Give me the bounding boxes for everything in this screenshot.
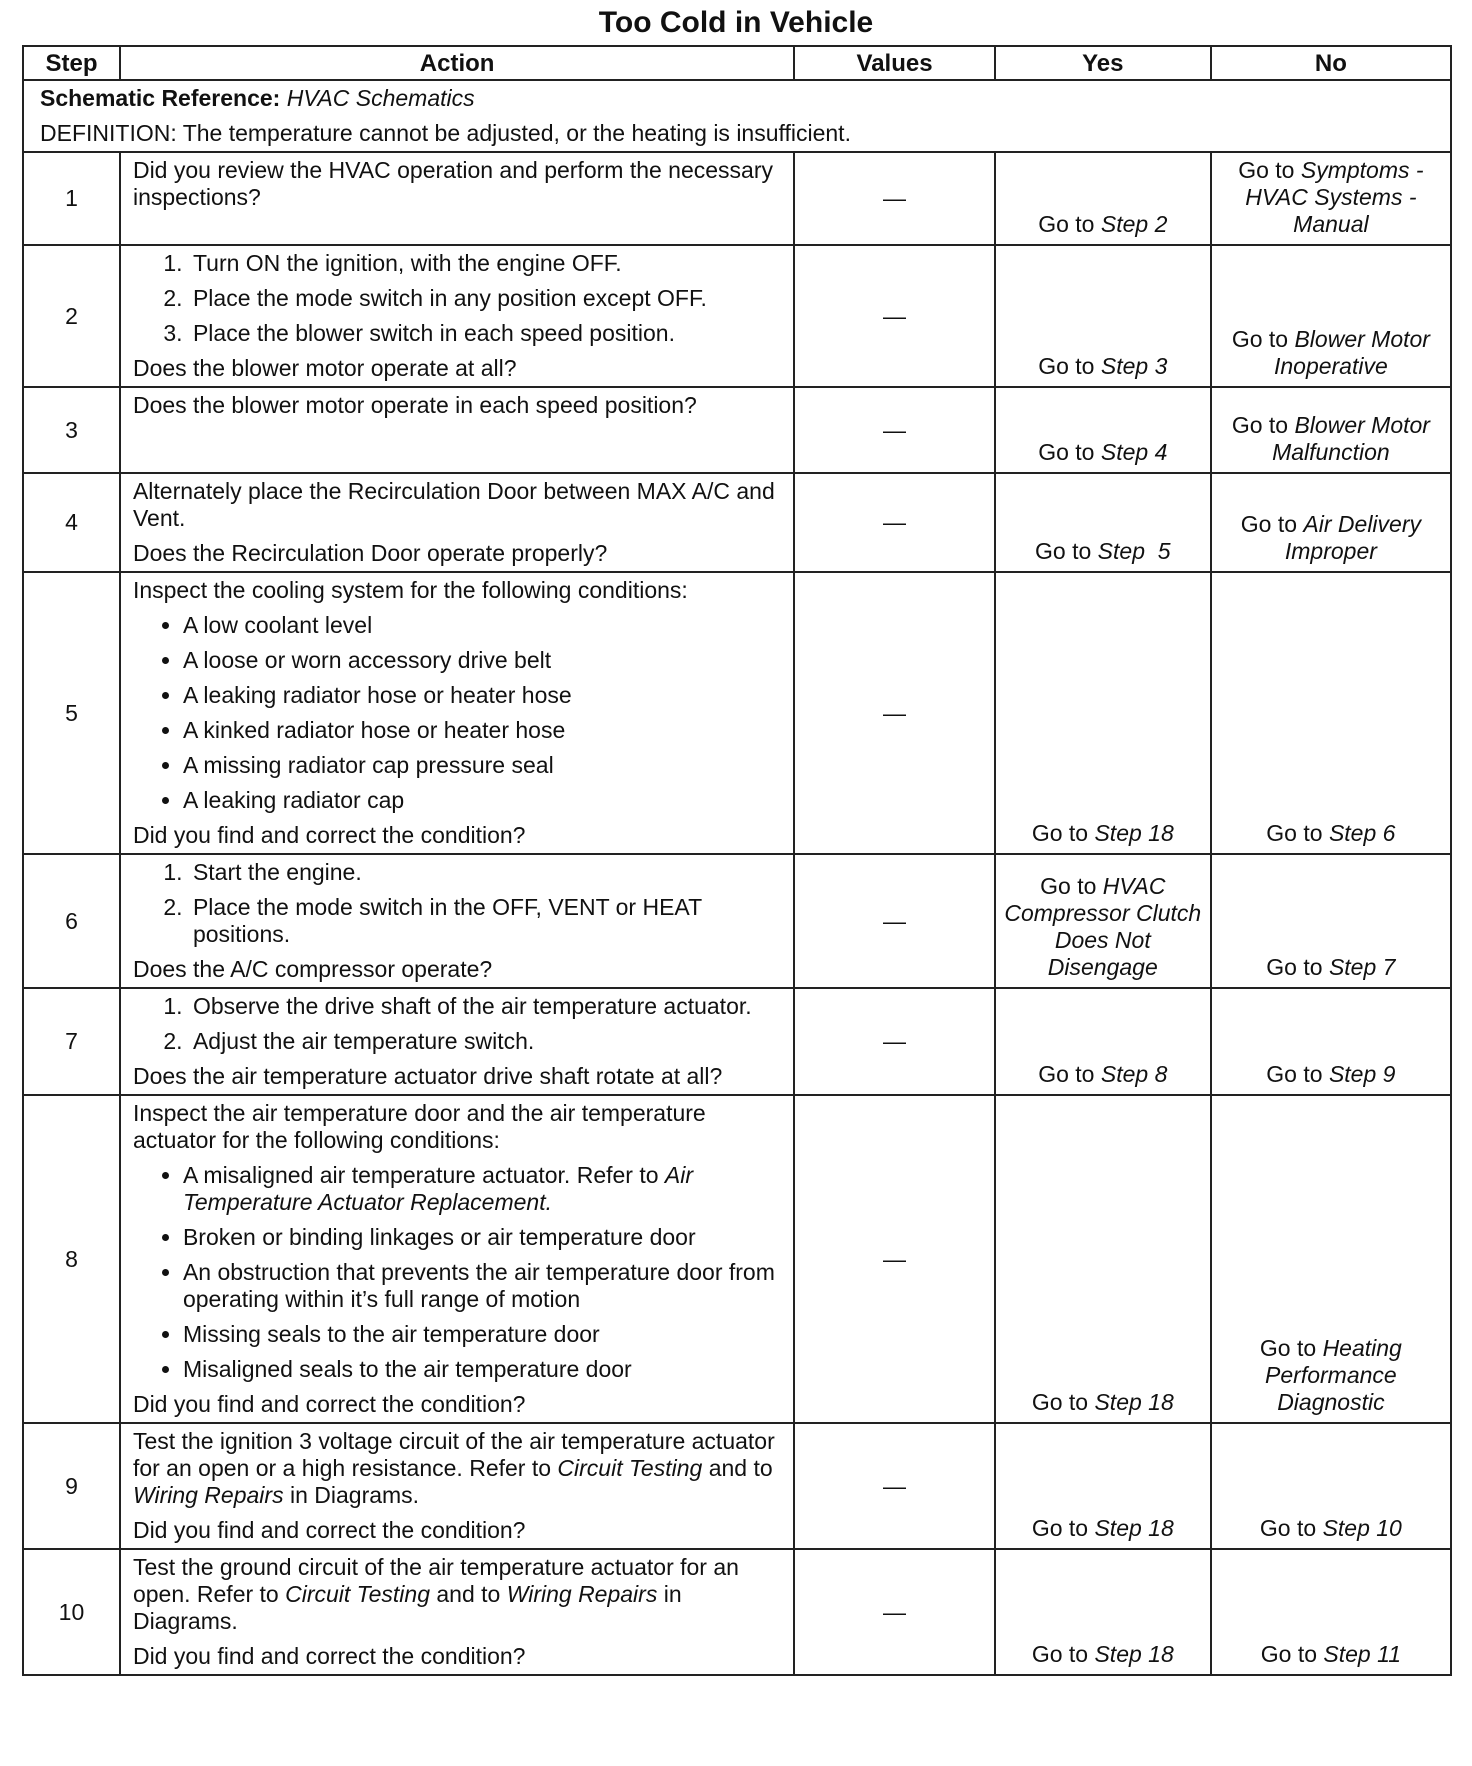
step-number: 6 (23, 854, 120, 988)
page-title: Too Cold in Vehicle (598, 6, 874, 39)
values-cell: — (794, 988, 995, 1095)
goto-label: Go to (1231, 326, 1289, 352)
list-item: • A kinked radiator hose or heater hose (183, 717, 783, 744)
step-number: 4 (23, 473, 120, 572)
reference-link: Circuit Testing (557, 1455, 703, 1481)
goto-label: Go to (1038, 211, 1095, 237)
yes-target: Step 8 (1100, 1061, 1168, 1087)
step-number: 1 (23, 152, 120, 245)
goto-label: Go to (1035, 538, 1092, 564)
numbered-list (133, 859, 783, 948)
values-cell: — (794, 572, 995, 854)
action-cell (120, 387, 794, 473)
goto-label: Go to (1231, 412, 1289, 438)
step-number: 7 (23, 988, 120, 1095)
reference-row (23, 80, 1451, 152)
table-row (23, 1549, 1451, 1675)
yes-cell (995, 1095, 1211, 1423)
yes-cell (995, 854, 1211, 988)
list-item: • An obstruction that prevents the air temperature door from operating within it’s full range of motion (183, 1259, 783, 1313)
yes-target: Step 18 (1094, 1389, 1174, 1415)
table-row (23, 988, 1451, 1095)
action-cell (120, 245, 794, 387)
action-cell (120, 1095, 794, 1423)
question: Did you find and correct the condition? (132, 1517, 526, 1543)
action-cell (120, 152, 794, 245)
action-cell (120, 854, 794, 988)
list-item: 1. Observe the drive shaft of the air temperature actuator. (189, 993, 783, 1020)
question: Does the blower motor operate at all? (132, 355, 517, 381)
no-target: Step 11 (1323, 1641, 1401, 1667)
table-row (23, 245, 1451, 387)
goto-label: Go to (1031, 820, 1089, 846)
question: Does the A/C compressor operate? (132, 956, 493, 982)
table-row (23, 854, 1451, 988)
goto-label: Go to (1259, 1335, 1317, 1361)
goto-label: Go to (1259, 1515, 1317, 1541)
list-item: • Misaligned seals to the air temperature door (183, 1356, 783, 1383)
no-target: Step 10 (1322, 1515, 1402, 1541)
yes-target: Step 5 (1097, 538, 1171, 564)
yes-target: Step 18 (1094, 820, 1174, 846)
no-cell (1211, 387, 1451, 473)
list-item: • A leaking radiator cap (183, 787, 783, 814)
instruction-part: and to (436, 1581, 501, 1607)
bullet-list (133, 1162, 783, 1383)
header-values: Values (794, 46, 995, 80)
yes-target: Step 4 (1100, 439, 1168, 465)
question: Does the Recirculation Door operate properly? (132, 540, 608, 566)
list-item: • A low coolant level (183, 612, 783, 639)
yes-target: Step 2 (1100, 211, 1168, 237)
table-row (23, 1095, 1451, 1423)
values-cell: — (794, 1423, 995, 1549)
values-cell: — (794, 152, 995, 245)
question: Did you review the HVAC operation and perform the necessary inspections? (132, 157, 774, 210)
no-cell (1211, 245, 1451, 387)
no-cell (1211, 473, 1451, 572)
yes-target: HVAC Compressor Clutch Does Not Disengage (1004, 873, 1202, 980)
instruction-part: Test the ground circuit of the air temperature actuator for an open. Refer to (132, 1554, 739, 1607)
yes-cell (995, 152, 1211, 245)
yes-cell (995, 387, 1211, 473)
values-cell: — (794, 245, 995, 387)
table-row (23, 572, 1451, 854)
no-cell (1211, 572, 1451, 854)
goto-label: Go to (1238, 157, 1295, 183)
question: Did you find and correct the condition? (132, 822, 526, 848)
yes-cell (995, 1549, 1211, 1675)
list-item: 2. Adjust the air temperature switch. (189, 1028, 783, 1055)
reference-cell (23, 80, 1451, 152)
no-target: Step 7 (1328, 954, 1396, 980)
no-target: Step 6 (1328, 820, 1396, 846)
header-step: Step (23, 46, 120, 80)
goto-label: Go to (1260, 1641, 1318, 1667)
reference-link: Wiring Repairs (506, 1581, 658, 1607)
instruction-part: and to (708, 1455, 773, 1481)
values-cell: — (794, 387, 995, 473)
no-cell (1211, 854, 1451, 988)
goto-label: Go to (1038, 439, 1095, 465)
table-row (23, 473, 1451, 572)
numbered-list (133, 250, 783, 347)
instruction-text (133, 1428, 783, 1509)
schematic-reference-value: HVAC Schematics (286, 85, 475, 111)
goto-label: Go to (1031, 1515, 1089, 1541)
yes-cell (995, 1423, 1211, 1549)
list-item-text: A misaligned air temperature actuator. Refer to (182, 1162, 659, 1188)
yes-cell (995, 988, 1211, 1095)
values-cell: — (794, 854, 995, 988)
intro-text: Inspect the air temperature door and the air temperature actuator for the following conditions: (132, 1100, 706, 1153)
goto-label: Go to (1240, 511, 1298, 537)
values-cell: — (794, 473, 995, 572)
intro-text: Alternately place the Recirculation Door between MAX A/C and Vent. (132, 478, 775, 531)
goto-label: Go to (1038, 353, 1095, 379)
question: Did you find and correct the condition? (132, 1391, 526, 1417)
reference-link: Circuit Testing (285, 1581, 430, 1607)
yes-cell (995, 572, 1211, 854)
step-number: 3 (23, 387, 120, 473)
header-no: No (1211, 46, 1451, 80)
action-cell (120, 1549, 794, 1675)
list-item: 1. Turn ON the ignition, with the engine OFF. (189, 250, 783, 277)
yes-cell (995, 473, 1211, 572)
question: Did you find and correct the condition? (132, 1643, 526, 1669)
goto-label: Go to (1031, 1389, 1089, 1415)
list-item: 1. Start the engine. (189, 859, 783, 886)
yes-cell (995, 245, 1211, 387)
reference-link: Air Temperature Actuator Replacement. (182, 1162, 694, 1215)
yes-target: Step 18 (1094, 1515, 1174, 1541)
schematic-reference-label: Schematic Reference: (40, 85, 281, 111)
step-number: 9 (23, 1423, 120, 1549)
list-item (183, 1162, 783, 1216)
no-target: Step 9 (1328, 1061, 1396, 1087)
values-cell: — (794, 1095, 995, 1423)
action-cell (120, 988, 794, 1095)
action-cell (120, 473, 794, 572)
goto-label: Go to (1266, 1061, 1323, 1087)
no-cell (1211, 988, 1451, 1095)
yes-target: Step 3 (1100, 353, 1168, 379)
diagnostic-table (22, 45, 1452, 1676)
instruction-part: Test the ignition 3 voltage circuit of the air temperature actuator for an open or a high resistance. Refer to (132, 1428, 775, 1481)
bullet-list (133, 612, 783, 814)
step-number: 5 (23, 572, 120, 854)
no-cell (1211, 1549, 1451, 1675)
action-cell (120, 572, 794, 854)
goto-label: Go to (1038, 1061, 1095, 1087)
no-target: Blower Motor Inoperative (1273, 326, 1430, 379)
question: Does the air temperature actuator drive shaft rotate at all? (132, 1063, 723, 1089)
instruction-text (133, 1554, 783, 1635)
table-row (23, 387, 1451, 473)
goto-label: Go to (1266, 954, 1323, 980)
table-row (23, 152, 1451, 245)
table-row (23, 1423, 1451, 1549)
numbered-list (133, 993, 783, 1055)
goto-label: Go to (1266, 820, 1323, 846)
no-target: Heating Performance Diagnostic (1265, 1335, 1402, 1415)
list-item: 3. Place the blower switch in each speed position. (189, 320, 783, 347)
action-cell (120, 1423, 794, 1549)
header-yes: Yes (995, 46, 1211, 80)
values-cell: — (794, 1549, 995, 1675)
no-target: Symptoms - HVAC Systems - Manual (1245, 157, 1424, 237)
list-item: • A leaking radiator hose or heater hose (183, 682, 783, 709)
reference-link: Wiring Repairs (132, 1482, 284, 1508)
no-cell (1211, 1423, 1451, 1549)
header-row (23, 46, 1451, 80)
step-number: 10 (23, 1549, 120, 1675)
instruction-part: in Diagrams. (289, 1482, 420, 1508)
step-number: 2 (23, 245, 120, 387)
step-number: 8 (23, 1095, 120, 1423)
no-target: Blower Motor Malfunction (1272, 412, 1430, 465)
list-item: • Missing seals to the air temperature door (183, 1321, 783, 1348)
list-item: 2. Place the mode switch in any position except OFF. (189, 285, 783, 312)
no-target: Air Delivery Improper (1284, 511, 1421, 564)
goto-label: Go to (1040, 873, 1097, 899)
list-item: • A loose or worn accessory drive belt (183, 647, 783, 674)
yes-target: Step 18 (1094, 1641, 1174, 1667)
list-item: 2. Place the mode switch in the OFF, VENT or HEAT positions. (189, 894, 783, 948)
header-action: Action (120, 46, 794, 80)
intro-text: Inspect the cooling system for the following conditions: (132, 577, 688, 603)
goto-label: Go to (1031, 1641, 1089, 1667)
list-item: • Broken or binding linkages or air temperature door (183, 1224, 783, 1251)
no-cell (1211, 152, 1451, 245)
no-cell (1211, 1095, 1451, 1423)
list-item: • A missing radiator cap pressure seal (183, 752, 783, 779)
question: Does the blower motor operate in each speed position? (132, 392, 697, 418)
definition-text: DEFINITION: The temperature cannot be adjusted, or the heating is insufficient. (40, 120, 851, 146)
instruction-part: in Diagrams. (132, 1581, 682, 1634)
